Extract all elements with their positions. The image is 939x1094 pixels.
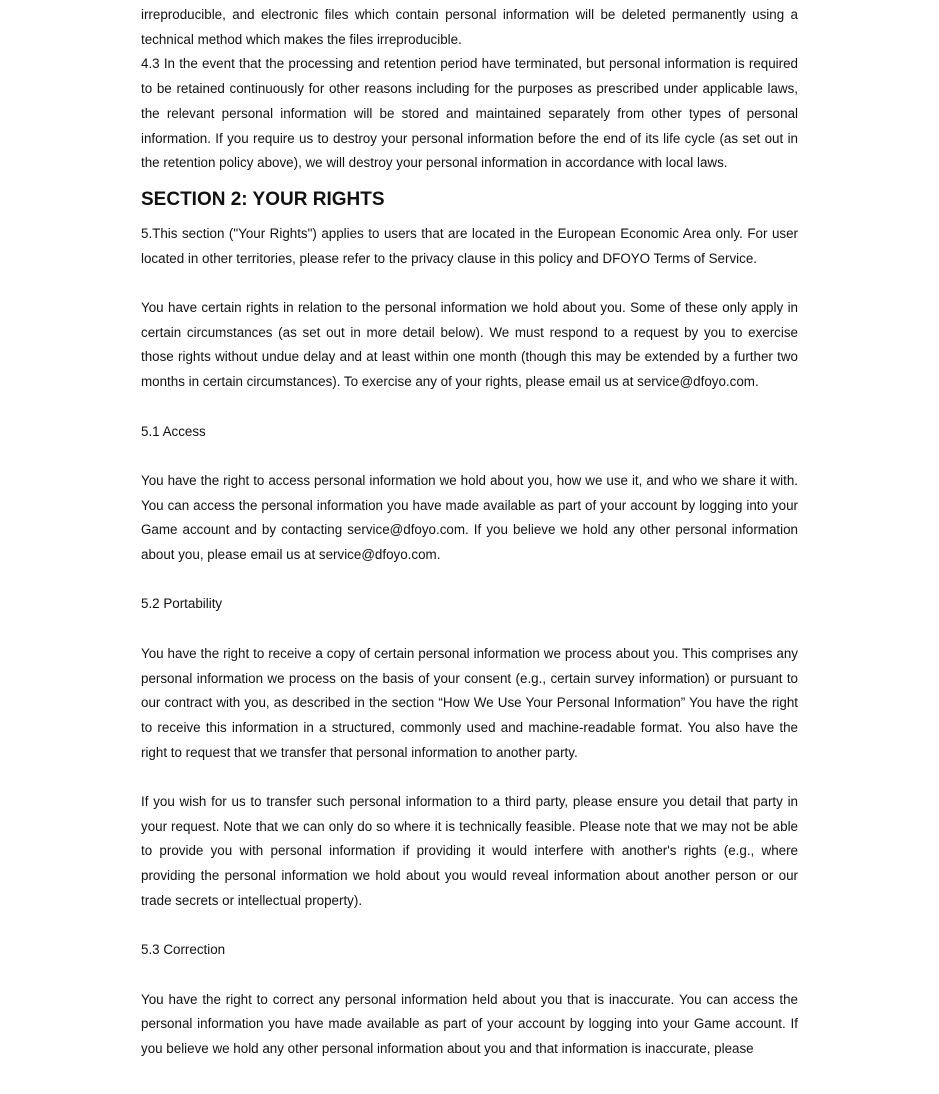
spacer [141, 765, 798, 790]
spacer [141, 444, 798, 469]
subheading-portability: 5.2 Portability [141, 596, 223, 612]
spacer [141, 271, 798, 296]
spacer [141, 395, 798, 420]
spacer [141, 617, 798, 642]
paragraph-retention-4-3: 4.3 In the event that the processing and retention period have terminated, but personal information is required to be retained continuously for other reasons including for the purposes as prescribed under applicable laws, the relevant personal information will be stored and maintained separately from other types of personal information. If you require us to destroy your personal information before the end of its life cycle (as set out in the retention policy above), we will destroy your personal information in accordance with local laws. [141, 56, 798, 171]
paragraph-access: You have the right to access personal information we hold about you, how we use it, and who we share it with. You can access the personal information you have made available as part of your account by logging into your Game account and by contacting service@dfoyo.com. If you believe we hold any other personal information about you, please email us at service@dfoyo.com. [141, 472, 798, 563]
paragraph-correction: You have the right to correct any personal information held about you that is inaccurate. You can access the personal information you have made available as part of your account by logging into your Game account. If you believe we hold any other personal information about you and that information is inaccurate, please [141, 991, 798, 1056]
paragraph-portability-1: You have the right to receive a copy of certain personal information we process about you. This comprises any personal information we process on the basis of your consent (e.g., certain survey information) or pursuant to our contract with you, as described in the section “How We Use Your Personal Information” You have the right to receive this information in a structured, commonly used and machine-readable format. You also have the right to request that we transfer that personal information to another party. [141, 645, 798, 760]
spacer [141, 914, 798, 939]
section-heading: SECTION 2: YOUR RIGHTS [141, 188, 385, 210]
paragraph-section-intro: 5.This section ("Your Rights") applies to users that are located in the European Economic Area only. For user located in other territories, please refer to the privacy clause in this policy and DFOYO Terms of Service. [141, 225, 798, 266]
paragraph-retention-deletion: irreproducible, and electronic files which contain personal information will be deleted permanently using a technical method which makes the files irreproducible. [141, 7, 798, 47]
paragraph-rights-overview: You have certain rights in relation to the personal information we hold about you. Some of these only apply in certain circumstances (as set out in more detail below). We must respond to a request by you to exercise those rights without undue delay and at least within one month (though this may be extended by a further two months in certain circumstances). To exercise any of your rights, please email us at service@dfoyo.com. [141, 300, 798, 390]
spacer [141, 963, 798, 988]
subheading-access: 5.1 Access [141, 423, 206, 439]
subheading-correction: 5.3 Correction [141, 942, 226, 958]
spacer [141, 568, 798, 593]
paragraph-portability-2: If you wish for us to transfer such personal information to a third party, please ensure you detail that party in your request. Note that we can only do so where it is technically feasible. Please note that we may not be able to provide you with personal information if providing it would interfere with another's rights (e.g., where providing the personal information we hold about you would reveal information about another person or our trade secrets or intellectual property). [141, 794, 798, 908]
document-page [141, 3, 798, 1062]
